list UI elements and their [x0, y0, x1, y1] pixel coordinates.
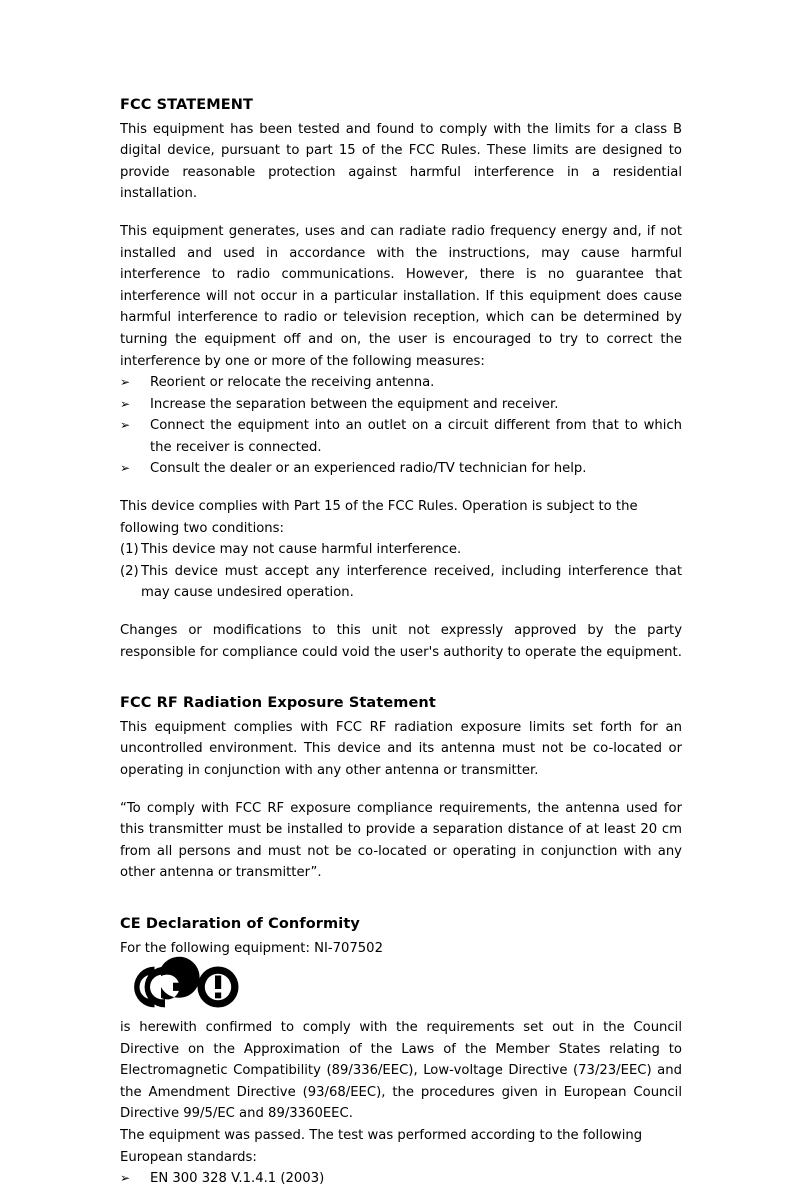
condition-marker: (1): [120, 542, 139, 558]
list-item-label: Consult the dealer or an experienced radio/TV technician for help.: [150, 461, 587, 477]
arrow-bullet-icon: ➢: [120, 1171, 131, 1186]
list-item-label: This device must accept any interference received, including interference that may cause undesired operation.: [141, 563, 682, 601]
arrow-bullet-icon: ➢: [120, 461, 131, 476]
ce-conformity-paragraph: is herewith confirmed to comply with the requirements set out in the Council Directive on the Approximation of the Laws of the Member States relating to Electromagnetic Compatibility (89/336/EEC), Low-voltage Directive (73/23/EEC) and the Amendment Directive (93/68/EEC), the procedures given in European Council Directive 99/5/EC and 89/3360EEC.: [120, 1020, 682, 1122]
ce-declaration-heading: CE Declaration of Conformity: [120, 915, 360, 932]
arrow-bullet-icon: ➢: [120, 375, 131, 390]
list-item-label: Connect the equipment into an outlet on a circuit different from that to which the receiver is connected.: [150, 418, 682, 455]
ce-standards-list: [120, 1168, 682, 1190]
list-item-label: Reorient or relocate the receiving antenna.: [150, 375, 435, 391]
rf-exposure-heading: FCC RF Radiation Exposure Statement: [120, 695, 436, 712]
fcc-measures-list: [120, 372, 682, 480]
list-item: [120, 415, 682, 458]
list-item: [120, 372, 682, 394]
condition-marker: (2): [120, 563, 139, 579]
part15-conditions-list: [120, 539, 682, 604]
modifications-notice-paragraph: Changes or modifications to this unit not expressly approved by the party responsible for compliance could void the user's authority to operate the equipment.: [120, 623, 682, 660]
arrow-bullet-icon: ➢: [120, 418, 131, 433]
fcc-statement-paragraph-1: This equipment has been tested and found to comply with the limits for a class B digital device, pursuant to part 15 of the FCC Rules. These limits are designed to provide reasonable protection against harmful interference in a residential installation.: [120, 121, 682, 202]
class2-alert-icon: [198, 967, 239, 1008]
ce-equipment-line: For the following equipment: NI-707502: [120, 940, 383, 956]
list-item: [120, 561, 682, 604]
list-item: [120, 539, 682, 561]
fcc-statement-paragraph-2: This equipment generates, uses and can radiate radio frequency energy and, if not installed and used in accordance with the instructions, may cause harmful interference to radio communications. However, there is no guarantee that interference will not occur in a particular installation. If this equipment does cause harmful interference to radio or television reception, which can be determined by turning the equipment off and on, the user is encouraged to try to correct the interference by one or more of the following measures:: [120, 223, 682, 369]
ce-marking-logo: [120, 963, 245, 1011]
list-item-label: This device may not cause harmful interference.: [141, 542, 462, 558]
document-content: [120, 96, 682, 1190]
list-item-label: Increase the separation between the equipment and receiver.: [150, 396, 559, 412]
list-item: [120, 458, 682, 480]
list-item-label: EN 300 328 V.1.4.1 (2003): [150, 1171, 325, 1187]
ce-passed-paragraph: The equipment was passed. The test was performed according to the following European standards:: [120, 1128, 643, 1165]
rf-exposure-paragraph-1: This equipment complies with FCC RF radiation exposure limits set forth for an uncontrolled environment. This device and its antenna must not be co-located or operating in conjunction with any other antenna or transmitter.: [120, 719, 682, 778]
list-item: [120, 1168, 682, 1190]
rf-exposure-paragraph-2: “To comply with FCC RF exposure compliance requirements, the antenna used for this transmitter must be installed to provide a separation distance of at least 20 cm from all persons and must not be co-located or operating in conjunction with any other antenna or transmitter”.: [120, 800, 682, 881]
part15-intro-paragraph: This device complies with Part 15 of the FCC Rules. Operation is subject to the following two conditions:: [120, 499, 638, 536]
list-item: [120, 394, 682, 416]
fcc-statement-heading: FCC STATEMENT: [120, 97, 253, 113]
arrow-bullet-icon: ➢: [120, 396, 131, 411]
